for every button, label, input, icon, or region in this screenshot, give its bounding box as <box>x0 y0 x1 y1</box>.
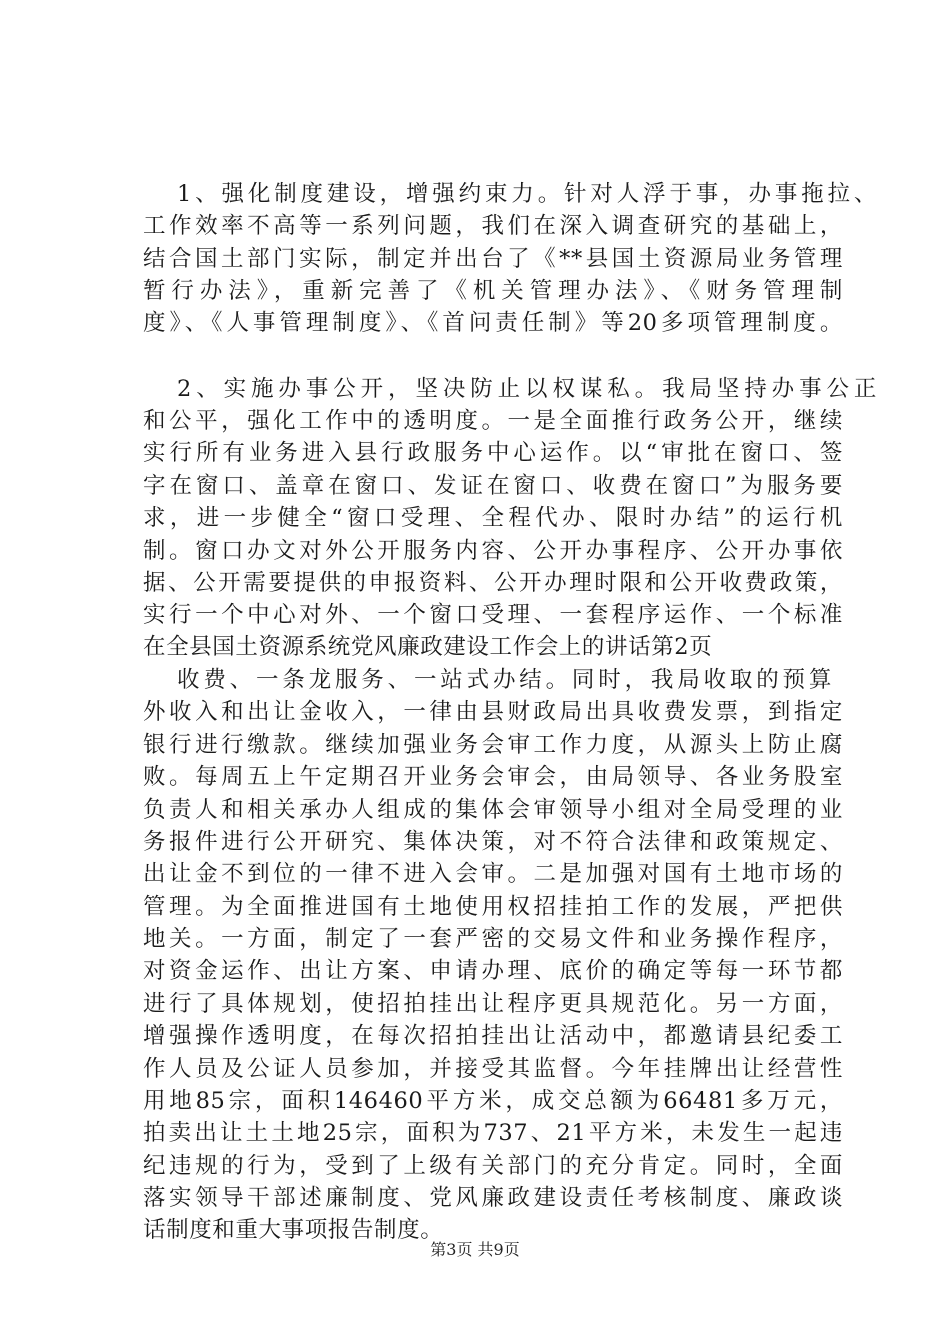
paragraph-3-line-15: 拍卖出让土土地25宗，面积为737、21平方米，未发生一起违 <box>143 1120 843 1146</box>
paragraph-1-line-3: 结合国土部门实际，制定并出台了《**县国土资源局业务管理 <box>143 246 843 272</box>
paragraph-2-line-7: 据、公开需要提供的申报资料、公开办理时限和公开收费政策， <box>143 570 843 596</box>
paragraph-3-line-16: 纪违规的行为，受到了上级有关部门的充分肯定。同时，全面 <box>143 1153 843 1179</box>
paragraph-2-line-9: 在全县国土资源系统党风廉政建设工作会上的讲话第2页 <box>143 634 713 660</box>
paragraph-3-line-5: 负责人和相关承办人组成的集体会审领导小组对全局受理的业 <box>143 797 843 823</box>
paragraph-3-line-10: 对资金运作、出让方案、申请办理、底价的确定等每一环节都 <box>143 958 843 984</box>
paragraph-2-line-1: 2、实施办事公开，坚决防止以权谋私。我局坚持办事公正 <box>177 376 877 402</box>
paragraph-3-line-7: 出让金不到位的一律不进入会审。二是加强对国有土地市场的 <box>143 861 843 887</box>
paragraph-2-line-6: 制。窗口办文对外公开服务内容、公开办事程序、公开办事依 <box>143 538 843 564</box>
paragraph-3-line-1: 收费、一条龙服务、一站式办结。同时，我局收取的预算 <box>177 667 832 693</box>
paragraph-3-line-3: 银行进行缴款。继续加强业务会审工作力度，从源头上防止腐 <box>143 732 843 758</box>
paragraph-3-line-13: 作人员及公证人员参加，并接受其监督。今年挂牌出让经营性 <box>143 1056 843 1082</box>
paragraph-1-line-5: 度》、《人事管理制度》、《首问责任制》等20多项管理制度。 <box>143 310 843 336</box>
page-number-footer: 第3页 共9页 <box>430 1240 520 1259</box>
paragraph-3-line-12: 增强操作透明度，在每次招拍挂出让活动中，都邀请县纪委工 <box>143 1023 843 1049</box>
paragraph-2-line-5: 求，进一步健全“窗口受理、全程代办、限时办结”的运行机 <box>143 505 843 531</box>
paragraph-3-line-14: 用地85宗，面积146460平方米，成交总额为66481多万元， <box>143 1088 843 1114</box>
paragraph-1-line-4: 暂行办法》，重新完善了《机关管理办法》、《财务管理制 <box>143 278 843 304</box>
paragraph-3-line-9: 地关。一方面，制定了一套严密的交易文件和业务操作程序， <box>143 926 843 952</box>
paragraph-2-line-2: 和公平，强化工作中的透明度。一是全面推行政务公开，继续 <box>143 408 843 434</box>
paragraph-1-line-2: 工作效率不高等一系列问题，我们在深入调查研究的基础上， <box>143 213 843 239</box>
paragraph-3-line-2: 外收入和出让金收入，一律由县财政局出具收费发票，到指定 <box>143 699 843 725</box>
paragraph-3-line-4: 败。每周五上午定期召开业务会审会，由局领导、各业务股室 <box>143 764 843 790</box>
paragraph-3-line-18: 话制度和重大事项报告制度。 <box>143 1217 444 1243</box>
paragraph-3-line-17: 落实领导干部述廉制度、党风廉政建设责任考核制度、廉政谈 <box>143 1185 843 1211</box>
paragraph-3-line-11: 进行了具体规划，使招拍挂出让程序更具规范化。另一方面， <box>143 991 843 1017</box>
paragraph-2-line-3: 实行所有业务进入县行政服务中心运作。以“审批在窗口、签 <box>143 440 843 466</box>
paragraph-1-line-1: 1、强化制度建设，增强约束力。针对人浮于事，办事拖拉、 <box>177 181 877 207</box>
paragraph-3-line-6: 务报件进行公开研究、集体决策，对不符合法律和政策规定、 <box>143 829 843 855</box>
paragraph-2-line-4: 字在窗口、盖章在窗口、发证在窗口、收费在窗口”为服务要 <box>143 473 843 499</box>
paragraph-2-line-8: 实行一个中心对外、一个窗口受理、一套程序运作、一个标准 <box>143 602 843 628</box>
paragraph-3-line-8: 管理。为全面推进国有土地使用权招挂拍工作的发展，严把供 <box>143 894 843 920</box>
